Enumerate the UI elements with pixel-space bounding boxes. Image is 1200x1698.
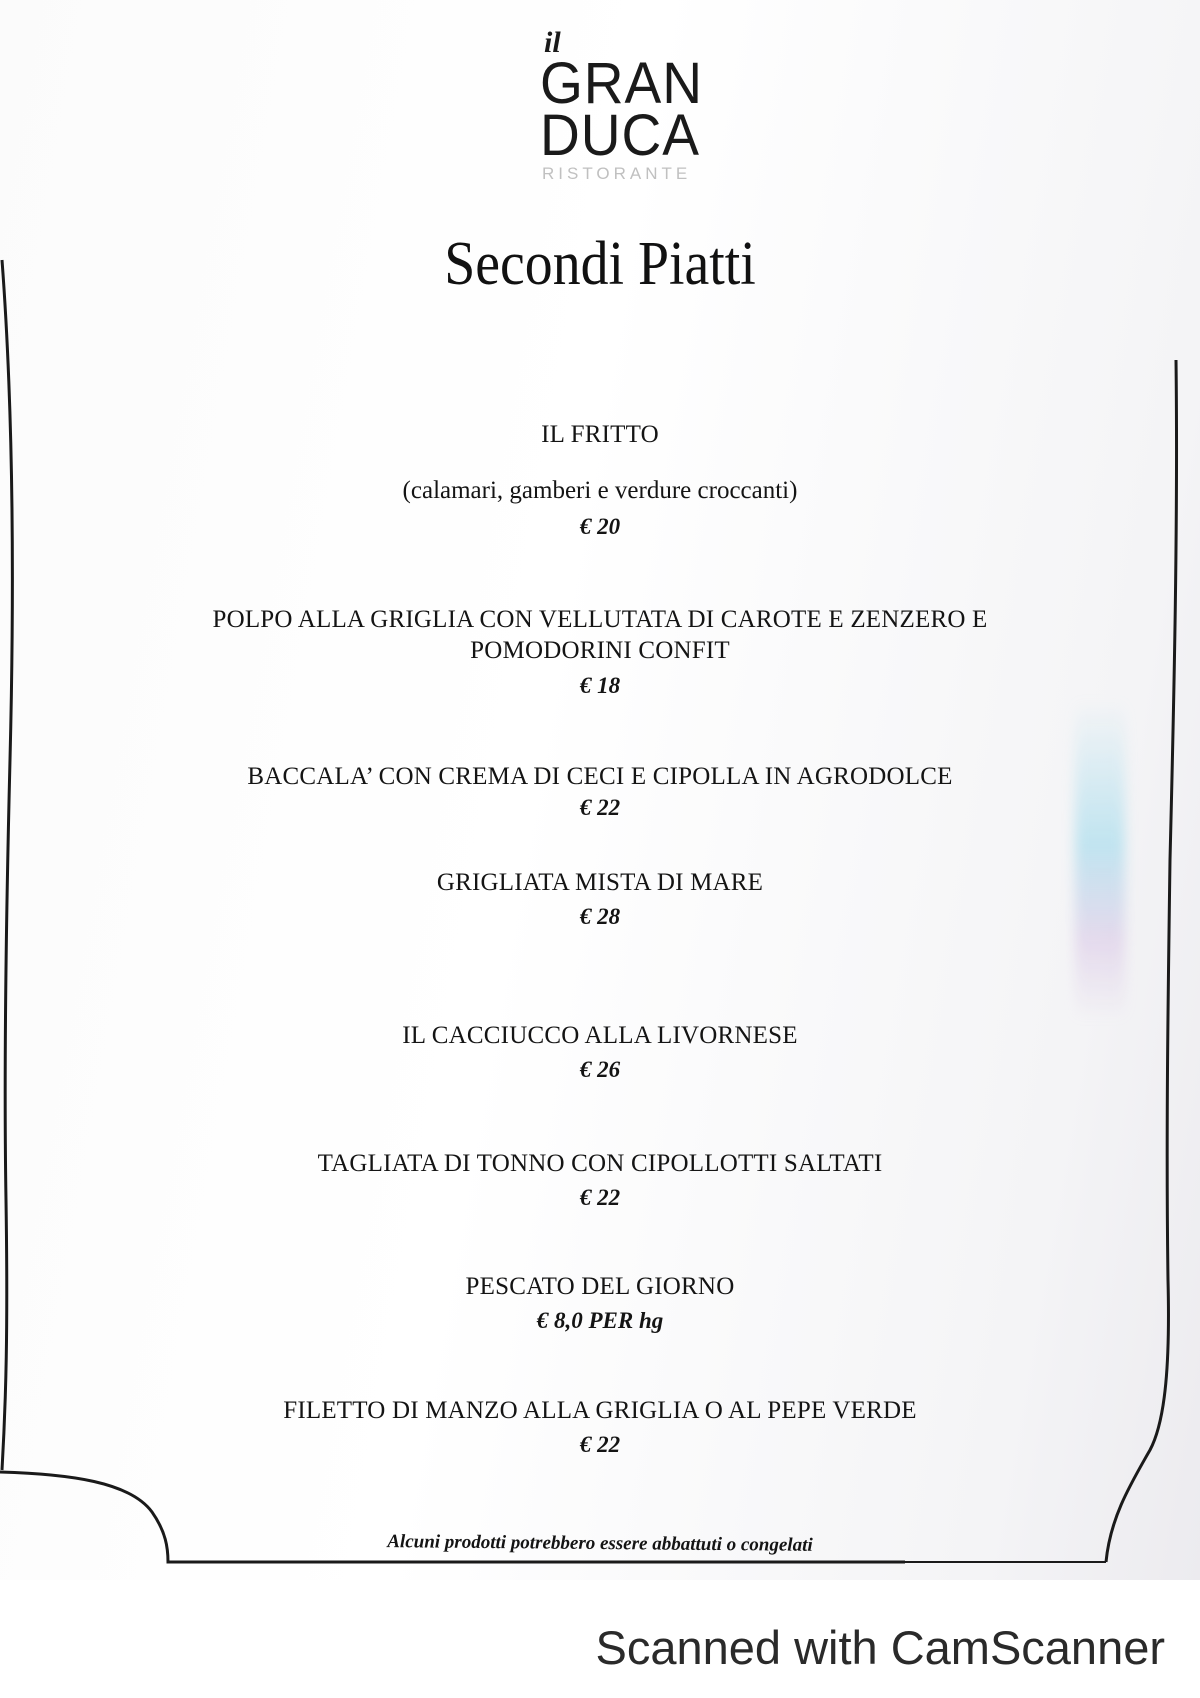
menu-item-name: FILETTO DI MANZO ALLA GRIGLIA O AL PEPE VERDE <box>283 1397 917 1424</box>
menu-item-price: € 28 <box>579 904 621 929</box>
menu-item-price: € 20 <box>579 514 621 539</box>
logo-prefix: il <box>544 26 561 59</box>
menu-item-name: POMODORINI CONFIT <box>470 637 730 664</box>
page-title: Secondi Piatti <box>444 230 756 298</box>
menu-item-name: POLPO ALLA GRIGLIA CON VELLUTATA DI CAROTE E ZENZERO E <box>212 606 988 633</box>
menu-item-description: (calamari, gamberi e verdure croccanti) <box>402 477 798 504</box>
logo-line-2: DUCA <box>540 103 700 168</box>
menu-item-name: PESCATO DEL GIORNO <box>465 1273 735 1300</box>
menu-item-name: IL CACCIUCCO ALLA LIVORNESE <box>402 1022 798 1049</box>
menu-item-price: € 22 <box>579 1185 621 1210</box>
menu-item-price: € 22 <box>579 1432 621 1457</box>
footer-note: Alcuni prodotti potrebbero essere abbattuti o congelati <box>387 1531 813 1556</box>
menu-item-name: TAGLIATA DI TONNO CON CIPOLLOTTI SALTATI <box>317 1150 883 1177</box>
restaurant-logo <box>540 28 740 184</box>
menu-item-name: GRIGLIATA MISTA DI MARE <box>436 869 764 896</box>
logo-line-1: GRAN <box>540 51 703 116</box>
menu-item-price: € 26 <box>579 1057 621 1082</box>
scanner-watermark: Scanned with CamScanner <box>595 1621 1165 1674</box>
menu-item-price: € 22 <box>579 795 621 820</box>
logo-subtitle: RISTORANTE <box>542 164 692 183</box>
menu-item-name: BACCALA’ CON CREMA DI CECI E CIPOLLA IN AGRODOLCE <box>247 763 953 790</box>
menu-item-name: IL FRITTO <box>541 421 659 448</box>
menu-item-price: € 18 <box>579 673 621 698</box>
menu-item-price: € 8,0 PER hg <box>536 1308 664 1333</box>
